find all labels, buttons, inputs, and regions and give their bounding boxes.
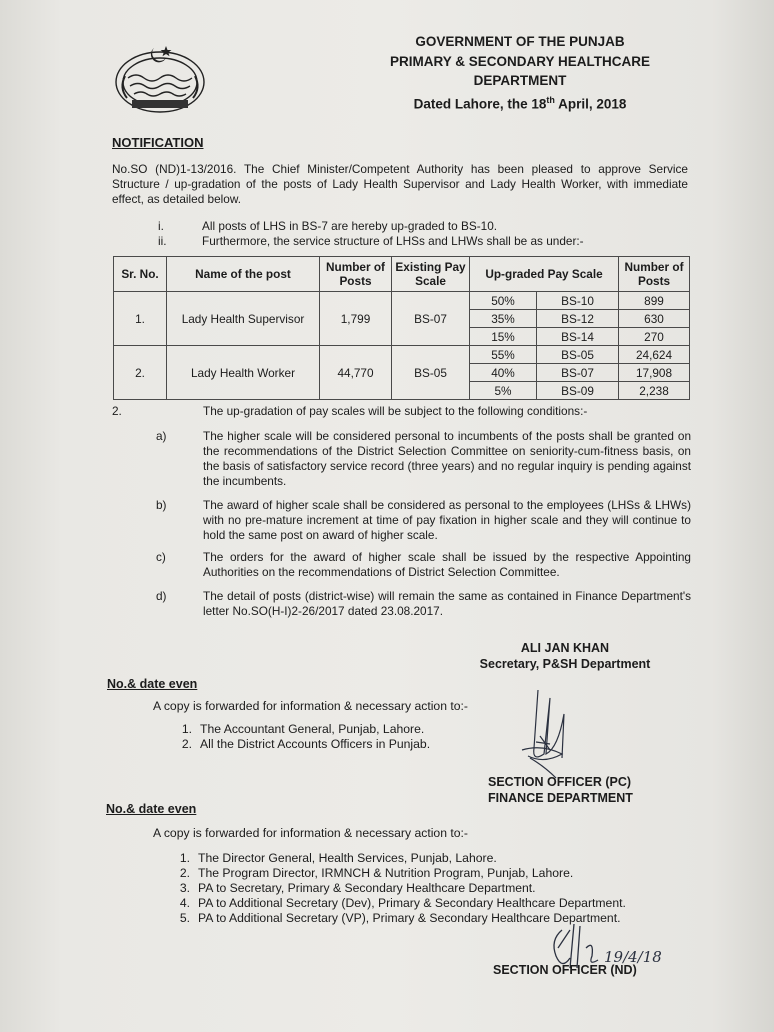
header-government: GOVERNMENT OF THE PUNJAB <box>415 34 625 49</box>
copy-heading-1: No.& date even <box>107 677 198 691</box>
copy-heading-2: No.& date even <box>106 802 197 816</box>
split-percent: 15% <box>470 328 537 346</box>
header-department-line2: DEPARTMENT <box>473 73 567 88</box>
copy-intro-1: A copy is forwarded for information & necessary action to:- <box>153 699 468 713</box>
row-post-name: Lady Health Supervisor <box>167 292 320 346</box>
handwritten-date: 19/4/18 <box>604 948 662 966</box>
signatory-title: Secretary, P&SH Department <box>479 657 651 671</box>
split-count: 270 <box>619 328 690 346</box>
posts-table <box>113 256 690 400</box>
punjab-seal-icon <box>110 42 210 116</box>
header-number-of-posts-upgraded: Number of Posts <box>619 257 690 292</box>
split-percent: 40% <box>470 364 537 382</box>
list-item: 5. PA to Additional Secretary (VP), Primary & Secondary Healthcare Department. <box>179 911 621 925</box>
list-item: 1. The Accountant General, Punjab, Lahore. <box>181 722 425 736</box>
header-number-of-posts: Number of Posts <box>320 257 392 292</box>
condition-label: b) <box>156 498 167 512</box>
copy-intro-2: A copy is forwarded for information & necessary action to:- <box>153 826 468 840</box>
list-item: 2. The Program Director, IRMNCH & Nutrition Program, Punjab, Lahore. <box>179 866 574 880</box>
signatory-dept: FINANCE DEPARTMENT <box>488 791 633 805</box>
row-sr: 1. <box>114 292 167 346</box>
condition-text: The detail of posts (district-wise) will remain the same as contained in Finance Department's letter No.SO(H-I)2-26/2017 dated 23.08.2017. <box>203 589 691 618</box>
table-header-row <box>114 257 690 292</box>
copy-list-2 <box>166 851 626 926</box>
handwritten-signature-icon <box>510 688 590 788</box>
letterhead <box>330 32 710 114</box>
row-sr: 2. <box>114 346 167 400</box>
table-row <box>114 346 690 364</box>
split-percent: 55% <box>470 346 537 364</box>
split-scale: BS-07 <box>537 364 619 382</box>
split-scale: BS-10 <box>537 292 619 310</box>
list-item: 2. All the District Accounts Officers in Punjab. <box>181 737 431 751</box>
signature-block-section-officer-nd: SECTION OFFICER (ND) <box>493 963 637 977</box>
signatory-name: ALI JAN KHAN <box>520 641 610 655</box>
notification-title: NOTIFICATION <box>112 135 204 150</box>
condition-label: a) <box>156 429 167 443</box>
condition-label: c) <box>156 550 166 564</box>
split-scale: BS-05 <box>537 346 619 364</box>
row-existing-scale: BS-07 <box>392 292 470 346</box>
split-percent: 5% <box>470 382 537 400</box>
copy-list-1 <box>168 722 430 752</box>
header-department-line1: PRIMARY & SECONDARY HEALTHCARE <box>389 53 651 69</box>
list-item: 4. PA to Additional Secretary (Dev), Primary & Secondary Healthcare Department. <box>179 896 626 910</box>
notification-intro: No.SO (ND)1-13/2016. The Chief Minister/Competent Authority has been pleased to approve Service Structure / up-gradation of the posts of Lady Health Supervisor and Lady Health Worker, with immediate effect, as detailed below. <box>112 162 688 206</box>
header-date: Dated Lahore, the 18th April, 2018 <box>413 94 627 111</box>
row-post-name: Lady Health Worker <box>167 346 320 400</box>
list-item: 1. The Director General, Health Services, Punjab, Lahore. <box>179 851 497 865</box>
condition-text: The award of higher scale shall be considered as personal to the employees (LHSs & LHWs) with no pre-mature increment at time of pay fixation in higher scale and they will continue to hold the same post on award of higher scale. <box>203 498 691 542</box>
signatory-title: SECTION OFFICER (PC) <box>488 775 632 789</box>
split-count: 24,624 <box>619 346 690 364</box>
header-existing-pay-scale: Existing Pay Scale <box>392 257 470 292</box>
conditions-intro: The up-gradation of pay scales will be subject to the following conditions:- <box>203 404 588 418</box>
header-post-name: Name of the post <box>167 257 320 292</box>
split-count: 899 <box>619 292 690 310</box>
split-count: 17,908 <box>619 364 690 382</box>
split-scale: BS-14 <box>537 328 619 346</box>
split-percent: 35% <box>470 310 537 328</box>
condition-label: d) <box>156 589 167 603</box>
paragraph-number: 2. <box>112 404 122 418</box>
condition-text: The orders for the award of higher scale shall be issued by the respective Appointing Authorities on the recommendations of District Selection Committee. <box>203 550 691 579</box>
header-sr-no: Sr. No. <box>114 257 167 292</box>
split-scale: BS-09 <box>537 382 619 400</box>
condition-text: The higher scale will be considered personal to incumbents of the posts shall be granted on the recommendations of the District Selection Committee on seniority-cum-fitness basis, on the basis of satisfactory service record (three years) and no regular inquiry is pending against the incumbents. <box>203 429 691 488</box>
notification-item: i. All posts of LHS in BS-7 are hereby up-graded to BS-10. <box>158 219 498 233</box>
list-item: 3. PA to Secretary, Primary & Secondary Healthcare Department. <box>179 881 536 895</box>
notification-item: ii. Furthermore, the service structure of LHSs and LHWs shall be as under:- <box>158 234 584 248</box>
split-percent: 50% <box>470 292 537 310</box>
row-posts: 1,799 <box>320 292 392 346</box>
split-count: 630 <box>619 310 690 328</box>
header-upgraded-pay-scale: Up-graded Pay Scale <box>470 257 619 292</box>
split-count: 2,238 <box>619 382 690 400</box>
table-row <box>114 292 690 310</box>
row-posts: 44,770 <box>320 346 392 400</box>
notification-items <box>158 219 688 249</box>
signature-block-secretary <box>470 640 660 672</box>
split-scale: BS-12 <box>537 310 619 328</box>
signature-block-section-officer-pc <box>488 774 633 806</box>
row-existing-scale: BS-05 <box>392 346 470 400</box>
